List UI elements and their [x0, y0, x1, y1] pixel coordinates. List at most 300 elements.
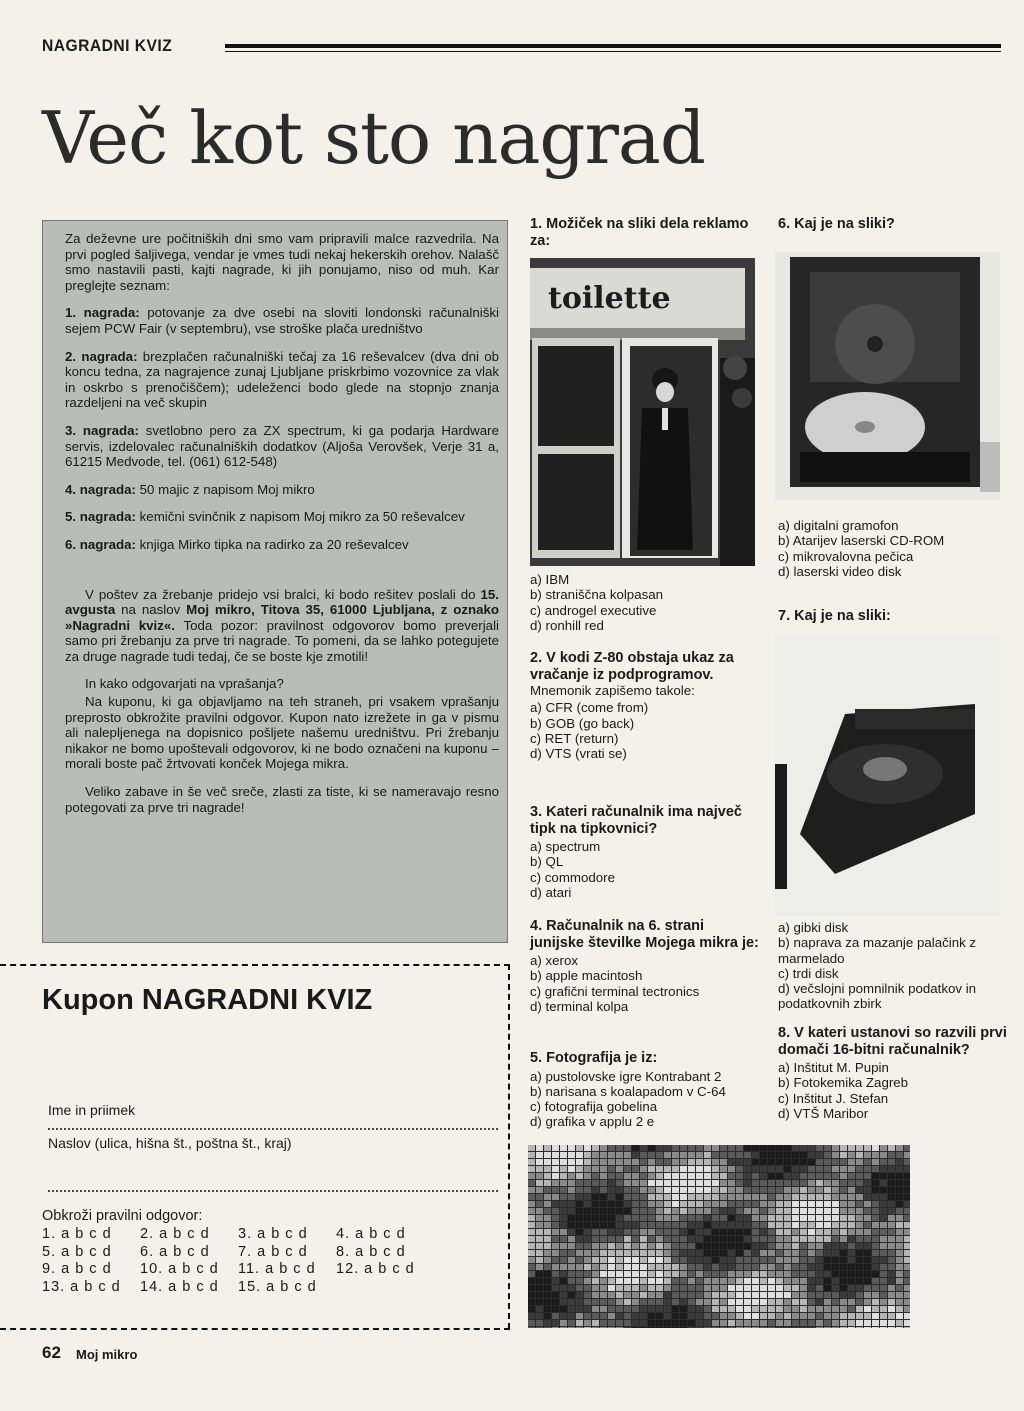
pixel: [832, 1292, 839, 1298]
pixel: [664, 1306, 671, 1312]
pixel: [632, 1320, 639, 1326]
pixel: [896, 1278, 903, 1284]
pixel: [848, 1201, 855, 1207]
pixel: [896, 1229, 903, 1235]
pixel: [824, 1271, 831, 1277]
answer-choice[interactable]: 7. a b c d: [238, 1243, 308, 1260]
pixel: [528, 1159, 535, 1165]
pixel: [864, 1327, 871, 1328]
pixel: [752, 1236, 759, 1242]
pixel: [672, 1278, 679, 1284]
pixel: [528, 1243, 535, 1249]
pixel: [832, 1327, 839, 1328]
question-3: [530, 804, 760, 900]
pixel: [768, 1166, 775, 1172]
pixel: [808, 1187, 815, 1193]
pixel: [584, 1285, 591, 1291]
pixel: [856, 1166, 863, 1172]
pixel: [864, 1250, 871, 1256]
pixel: [720, 1145, 727, 1151]
pixel: [560, 1320, 567, 1326]
pixel: [680, 1285, 687, 1291]
pixel: [872, 1208, 879, 1214]
pixel: [640, 1208, 647, 1214]
option: c) RET (return): [530, 730, 619, 746]
pixel: [536, 1194, 543, 1200]
pixel: [736, 1278, 743, 1284]
pixel: [792, 1201, 799, 1207]
pixel: [600, 1264, 607, 1270]
answer-choice[interactable]: 9. a b c d: [42, 1261, 112, 1277]
pixel: [816, 1264, 823, 1270]
pixel: [848, 1180, 855, 1186]
pixel: [552, 1194, 559, 1200]
pixel: [832, 1180, 839, 1186]
pixel: [640, 1299, 647, 1305]
pixel: [712, 1173, 719, 1179]
question-title: 8. V kateri ustanovi so razvili prvi domači 16-bitni računalnik?: [778, 1025, 1007, 1058]
pixel: [776, 1208, 783, 1214]
pixel: [832, 1194, 839, 1200]
pixel: [640, 1327, 647, 1328]
pixel: [768, 1215, 775, 1221]
question-title: 7. Kaj je na sliki:: [778, 608, 891, 624]
pixel: [832, 1299, 839, 1305]
pixel: [664, 1215, 671, 1221]
pixel: [528, 1285, 535, 1291]
pixel: [888, 1313, 895, 1319]
pixel: [800, 1306, 807, 1312]
answer-row: [42, 1244, 434, 1262]
pixel: [808, 1194, 815, 1200]
pixel: [768, 1243, 775, 1249]
pixel: [688, 1327, 695, 1328]
pixel: [896, 1243, 903, 1249]
pixel: [896, 1250, 903, 1256]
address-field[interactable]: [48, 1190, 498, 1192]
pixel: [784, 1194, 791, 1200]
pixel: [568, 1278, 575, 1284]
answer-choice[interactable]: 15. a b c d: [238, 1278, 317, 1295]
pixel: [584, 1152, 591, 1158]
pixel: [728, 1152, 735, 1158]
pixel: [792, 1313, 799, 1319]
pixel: [856, 1145, 863, 1151]
pixel: [848, 1306, 855, 1312]
pixel: [664, 1257, 671, 1263]
pixel: [688, 1152, 695, 1158]
pixel: [872, 1285, 879, 1291]
pixel: [832, 1152, 839, 1158]
pixel: [688, 1257, 695, 1263]
pixel: [648, 1208, 655, 1214]
pixel: [800, 1187, 807, 1193]
pixel: [864, 1313, 871, 1319]
answer-choice[interactable]: 8. a b c d: [336, 1243, 406, 1260]
pixel: [896, 1152, 903, 1158]
option: c) grafični terminal tectronics: [530, 983, 700, 999]
pixel: [760, 1145, 767, 1151]
answer-choice[interactable]: 1. a b c d: [42, 1226, 112, 1242]
pixel: [776, 1306, 783, 1312]
pixel: [568, 1236, 575, 1242]
pixel: [632, 1187, 639, 1193]
pixel: [776, 1299, 783, 1305]
answer-choice[interactable]: 6. a b c d: [140, 1243, 210, 1260]
pixel: [528, 1306, 535, 1312]
pixel: [552, 1292, 559, 1298]
pixel: [592, 1327, 599, 1328]
pixel: [696, 1152, 703, 1158]
pixel: [904, 1243, 910, 1249]
pixel: [712, 1215, 719, 1221]
pixel: [888, 1187, 895, 1193]
pixel: [544, 1187, 551, 1193]
pixel: [896, 1264, 903, 1270]
pixel: [552, 1152, 559, 1158]
pixel: [752, 1306, 759, 1312]
pixel: [544, 1243, 551, 1249]
coupon-cut-line-bottom: [0, 1328, 510, 1330]
pixel: [528, 1271, 535, 1277]
pixel: [576, 1285, 583, 1291]
pixel: [840, 1278, 847, 1284]
pixel: [544, 1236, 551, 1242]
pixel: [560, 1257, 567, 1263]
pixel: [704, 1187, 711, 1193]
pixel: [752, 1327, 759, 1328]
pixel: [600, 1306, 607, 1312]
option: b) apple macintosh: [530, 968, 643, 984]
intro-paragraph: Za deževne ure počitniških dni smo vam pripravili malce razvedrila. Na prvi pogled šaljivega, vendar je vmes tudi nekaj hekerskih orehov. Nalašč smo nastavili pasti, kajti nagrade, ki jih ponujamo, niso od muh. Kar preglejte seznam:: [65, 231, 499, 293]
pixel: [528, 1229, 535, 1235]
pixel: [872, 1194, 879, 1200]
pixel: [848, 1320, 855, 1326]
pixel: [544, 1320, 551, 1326]
pixel: [712, 1257, 719, 1263]
pixel: [800, 1278, 807, 1284]
pixel: [704, 1208, 711, 1214]
question-1-options: [530, 570, 760, 633]
pixel: [592, 1306, 599, 1312]
pixel: [656, 1236, 663, 1242]
pixel: [728, 1320, 735, 1326]
pixel: [784, 1180, 791, 1186]
pixel: [544, 1299, 551, 1305]
pixel: [672, 1201, 679, 1207]
pixel: [568, 1215, 575, 1221]
pixel: [680, 1292, 687, 1298]
pixel: [680, 1278, 687, 1284]
pixel: [632, 1222, 639, 1228]
pixel: [752, 1320, 759, 1326]
pixel: [704, 1271, 711, 1277]
pixel: [632, 1299, 639, 1305]
option: d) laserski video disk: [778, 563, 902, 579]
pixel: [760, 1229, 767, 1235]
pixel: [600, 1166, 607, 1172]
pixel: [648, 1152, 655, 1158]
pixel: [720, 1278, 727, 1284]
pixel: [752, 1145, 759, 1151]
pixel: [624, 1285, 631, 1291]
pixel: [832, 1229, 839, 1235]
pixel: [832, 1264, 839, 1270]
pixel: [656, 1264, 663, 1270]
pixel: [640, 1271, 647, 1277]
answer-choice[interactable]: 13. a b c d: [42, 1278, 121, 1295]
pixel: [808, 1159, 815, 1165]
pixel: [848, 1215, 855, 1221]
pixel: [616, 1257, 623, 1263]
pixel: [856, 1208, 863, 1214]
pixel: [848, 1278, 855, 1284]
pixel: [744, 1243, 751, 1249]
pixel: [824, 1152, 831, 1158]
pixel: [720, 1166, 727, 1172]
pixel: [584, 1194, 591, 1200]
pixel: [824, 1250, 831, 1256]
pixel: [552, 1299, 559, 1305]
pixel: [528, 1194, 535, 1200]
option: d) ronhill red: [530, 617, 604, 633]
pixel: [680, 1208, 687, 1214]
pixel: [640, 1194, 647, 1200]
name-field[interactable]: [48, 1128, 498, 1130]
pixel: [672, 1306, 679, 1312]
option: b) Atarijev laserski CD-ROM: [778, 533, 945, 549]
pixel: [632, 1243, 639, 1249]
pixel: [840, 1215, 847, 1221]
pixel: [696, 1292, 703, 1298]
pixel: [552, 1264, 559, 1270]
pixel: [544, 1264, 551, 1270]
pixel: [568, 1327, 575, 1328]
pixel: [736, 1194, 743, 1200]
pixel: [664, 1194, 671, 1200]
answer-row: [42, 1261, 434, 1279]
pixel: [688, 1145, 695, 1151]
option: c) Inštitut J. Stefan: [778, 1090, 889, 1106]
pixel: [664, 1264, 671, 1270]
option: a) digitalni gramofon: [778, 518, 899, 533]
pixel: [648, 1264, 655, 1270]
answer-choice[interactable]: 11. a b c d: [238, 1261, 316, 1277]
pixel: [544, 1180, 551, 1186]
pixel: [728, 1257, 735, 1263]
pixel: [552, 1306, 559, 1312]
pixel: [536, 1285, 543, 1291]
pixel: [776, 1313, 783, 1319]
pixel: [688, 1264, 695, 1270]
pixel: [792, 1229, 799, 1235]
pixel: [560, 1173, 567, 1179]
pixel: [688, 1194, 695, 1200]
pixel: [896, 1145, 903, 1151]
pixel: [552, 1173, 559, 1179]
pixel: [792, 1285, 799, 1291]
pixel: [640, 1243, 647, 1249]
pixel: [816, 1180, 823, 1186]
pixel: [872, 1201, 879, 1207]
pixel: [632, 1194, 639, 1200]
pixel: [808, 1180, 815, 1186]
pixel: [544, 1215, 551, 1221]
pixel: [848, 1327, 855, 1328]
option: c) commodore: [530, 869, 615, 885]
pixel: [632, 1250, 639, 1256]
pixel: [768, 1271, 775, 1277]
pixel: [592, 1159, 599, 1165]
photo-pixel-graphic: [528, 1145, 910, 1328]
pixel: [648, 1222, 655, 1228]
pixel: [704, 1285, 711, 1291]
pixel: [696, 1313, 703, 1319]
pixel: [864, 1264, 871, 1270]
pixel: [744, 1250, 751, 1256]
pixel: [768, 1201, 775, 1207]
pixel: [888, 1222, 895, 1228]
pixel: [856, 1257, 863, 1263]
pixel: [744, 1201, 751, 1207]
pixel: [608, 1285, 615, 1291]
pixel: [552, 1159, 559, 1165]
pixel: [584, 1173, 591, 1179]
pixel: [736, 1145, 743, 1151]
pixel: [664, 1313, 671, 1319]
pixel: [728, 1201, 735, 1207]
answer-choice[interactable]: 4. a b c d: [336, 1226, 406, 1242]
pixel: [744, 1285, 751, 1291]
pixel: [768, 1229, 775, 1235]
pixel: [800, 1222, 807, 1228]
pixel: [768, 1320, 775, 1326]
pixel: [872, 1271, 879, 1277]
pixel: [872, 1173, 879, 1179]
pixel: [552, 1320, 559, 1326]
pixel: [696, 1320, 703, 1326]
pixel: [680, 1299, 687, 1305]
pixel: [904, 1208, 910, 1214]
pixel: [728, 1215, 735, 1221]
pixel: [696, 1194, 703, 1200]
pixel: [544, 1229, 551, 1235]
pixel: [832, 1257, 839, 1263]
pixel: [544, 1145, 551, 1151]
page-title: Več kot sto nagrad: [42, 96, 705, 180]
answer-choice[interactable]: 2. a b c d: [140, 1226, 210, 1242]
pixel: [904, 1292, 910, 1298]
pixel: [592, 1215, 599, 1221]
pixel: [896, 1257, 903, 1263]
pixel: [872, 1264, 879, 1270]
answer-choice[interactable]: 10. a b c d: [140, 1261, 219, 1277]
answer-choice[interactable]: 3. a b c d: [238, 1226, 308, 1242]
pixel: [584, 1236, 591, 1242]
pixel: [560, 1187, 567, 1193]
pixel: [712, 1243, 719, 1249]
pixel: [752, 1299, 759, 1305]
pixel: [592, 1201, 599, 1207]
pixel: [656, 1166, 663, 1172]
option: b) naprava za mazanje palačink z marmelado: [778, 935, 977, 966]
pixel: [752, 1313, 759, 1319]
pixel: [832, 1173, 839, 1179]
pixel: [864, 1159, 871, 1165]
pixel: [680, 1145, 687, 1151]
answer-choice[interactable]: 12. a b c d: [336, 1261, 415, 1277]
pixel: [528, 1299, 535, 1305]
pixel: [608, 1264, 615, 1270]
pixel: [872, 1320, 879, 1326]
pixel: [800, 1201, 807, 1207]
pixel: [768, 1194, 775, 1200]
pixel: [560, 1250, 567, 1256]
pixel: [784, 1201, 791, 1207]
pixel: [624, 1208, 631, 1214]
pixel: [696, 1173, 703, 1179]
pixel: [656, 1292, 663, 1298]
pixel: [560, 1292, 567, 1298]
pixel: [624, 1278, 631, 1284]
pixel: [560, 1201, 567, 1207]
coupon-cut-line-top: [0, 964, 510, 966]
pixel: [592, 1145, 599, 1151]
pixel: [856, 1243, 863, 1249]
pixel: [584, 1180, 591, 1186]
pixel: [632, 1173, 639, 1179]
pixel: [816, 1159, 823, 1165]
pixel: [848, 1222, 855, 1228]
pixel: [600, 1201, 607, 1207]
pixel: [640, 1222, 647, 1228]
pixel: [584, 1208, 591, 1214]
pixel: [848, 1250, 855, 1256]
pixel: [728, 1194, 735, 1200]
pixel: [776, 1257, 783, 1263]
pixel: [744, 1327, 751, 1328]
pixel: [808, 1306, 815, 1312]
pixel: [864, 1229, 871, 1235]
coupon-title: Kupon NAGRADNI KVIZ: [42, 984, 373, 1016]
pixel: [808, 1236, 815, 1242]
pixel: [800, 1299, 807, 1305]
pixel: [584, 1145, 591, 1151]
pixel: [624, 1327, 631, 1328]
pixel: [560, 1145, 567, 1151]
pixel: [816, 1187, 823, 1193]
pixel: [656, 1201, 663, 1207]
pixel: [704, 1313, 711, 1319]
pixel: [888, 1299, 895, 1305]
answer-choice[interactable]: 14. a b c d: [140, 1278, 219, 1295]
pixel: [664, 1327, 671, 1328]
pixel: [696, 1278, 703, 1284]
pixel: [616, 1299, 623, 1305]
pixel: [880, 1313, 887, 1319]
pixel: [536, 1320, 543, 1326]
pixel: [536, 1187, 543, 1193]
pixel: [784, 1229, 791, 1235]
answer-choice[interactable]: 5. a b c d: [42, 1243, 112, 1260]
pixel: [760, 1278, 767, 1284]
pixel: [560, 1222, 567, 1228]
pixel: [832, 1243, 839, 1249]
pixel: [528, 1173, 535, 1179]
pixel: [856, 1180, 863, 1186]
shop-sign-text: toilette: [548, 281, 671, 316]
pixel: [904, 1257, 910, 1263]
